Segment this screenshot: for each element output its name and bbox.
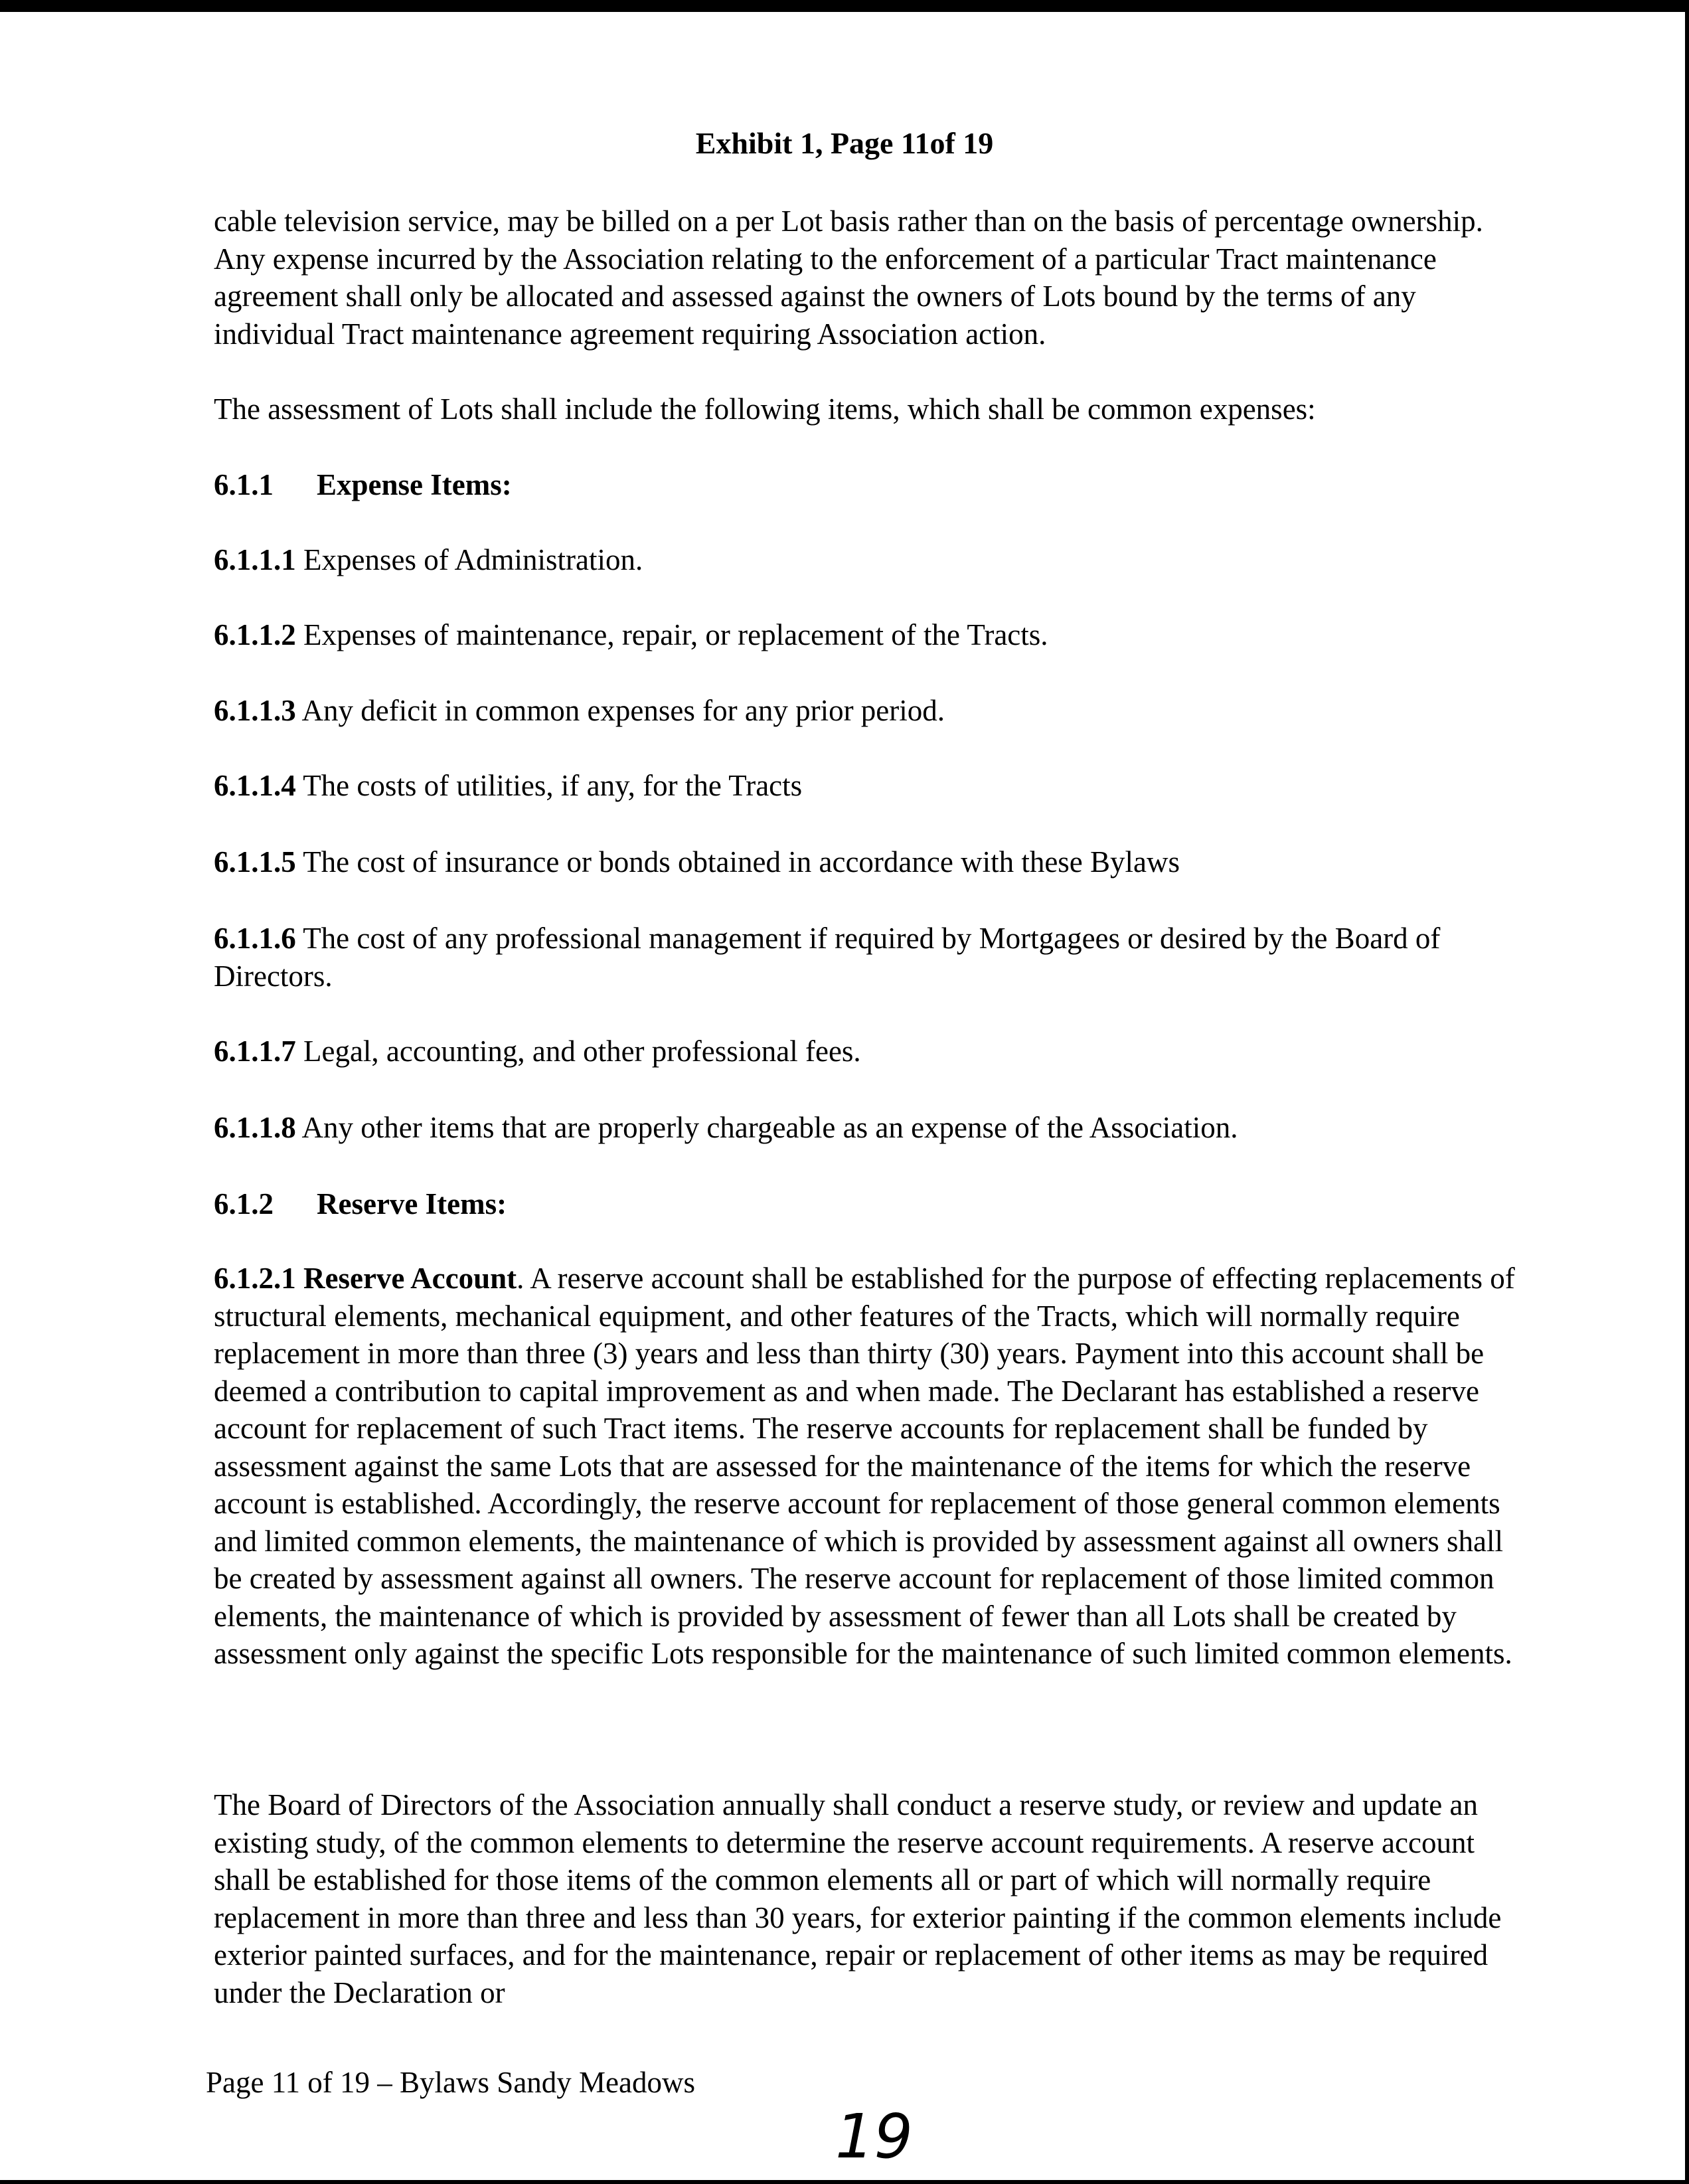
expense-item	[214, 541, 1515, 579]
expense-item	[214, 767, 1515, 805]
section-number: 6.1.2	[214, 1187, 274, 1220]
section-heading-6-1-2	[214, 1185, 507, 1222]
scan-right-border	[1685, 0, 1689, 2184]
item-text: Expenses of maintenance, repair, or replacement of the Tracts.	[303, 618, 1048, 651]
item-number: 6.1.1.5	[214, 845, 296, 879]
item-text: Any deficit in common expenses for any prior period.	[301, 694, 945, 727]
expense-item	[214, 692, 1515, 730]
reserve-account-number: 6.1.2.1	[214, 1262, 296, 1295]
expense-item	[214, 843, 1515, 881]
expense-item	[214, 1109, 1515, 1147]
item-number: 6.1.1.3	[214, 694, 296, 727]
item-text: Any other items that are properly chargeable as an expense of the Association.	[301, 1111, 1238, 1144]
item-text: Legal, accounting, and other professional fees.	[303, 1035, 861, 1068]
reserve-account-title: Reserve Account	[303, 1262, 517, 1295]
page-header: Exhibit 1, Page 11of 19	[695, 126, 994, 160]
item-text: The cost of any professional management if required by Mortgagees or desired by the Board of Directors.	[214, 922, 1441, 993]
item-number: 6.1.1.6	[214, 922, 296, 955]
section-title: Reserve Items:	[317, 1187, 507, 1220]
item-text: Expenses of Administration.	[303, 543, 643, 576]
item-number: 6.1.1.2	[214, 618, 296, 651]
expense-item	[214, 920, 1515, 995]
intro-paragraph: cable television service, may be billed on a per Lot basis rather than on the basis of percentage ownership. Any expense incurred by the Association relating to the enforcement of a particular Tract maintenance agreement shall only be allocated and assessed against the owners of Lots bound by the terms of any individual Tract maintenance agreement requiring Association action.	[214, 205, 1483, 351]
item-number: 6.1.1.8	[214, 1111, 296, 1144]
expense-item	[214, 1033, 1515, 1070]
reserve-account-paragraph: 6.1.2.1 Reserve Account. A reserve account shall be established for the purpose of effecting replacements of structural elements, mechanical equipment, and other features of the Tracts, which will normally require replacement in more than three (3) years and less than thirty (30) years. Payment into this account shall be deemed a contribution to capital improvement as and when made. The Declarant has established a reserve account for replacement of such Tract items. The reserve accounts for replacement shall be funded by assessment against the same Lots that are assessed for the maintenance of the items for which the reserve account is established. Accordingly, the reserve account for replacement of those general common elements and limited common elements, the maintenance of which is provided by assessment against all owners shall be created by assessment against all owners. The reserve account for replacement of those limited common elements, the maintenance of which is provided by assessment of fewer than all Lots shall be created by assessment only against the specific Lots responsible for the maintenance of such limited common elements.	[214, 1262, 1515, 1670]
section-heading-6-1-1	[214, 466, 512, 503]
section-number: 6.1.1	[214, 468, 274, 501]
board-paragraph: The Board of Directors of the Association annually shall conduct a reserve study, or review and update an existing study, of the common elements to determine the reserve account requirements. A reserve account shall be established for those items of the common elements all or part of which will normally require replacement in more than three and less than 30 years, for exterior painting if the common elements include exterior painted surfaces, and for the maintenance, repair or replacement of other items as may be required under the Declaration or	[214, 1788, 1502, 2009]
page-footer: Page 11 of 19 – Bylaws Sandy Meadows	[206, 2066, 696, 2099]
section-title: Expense Items:	[317, 468, 512, 501]
handwritten-page-mark: 19	[835, 2101, 914, 2172]
reserve-account-text: A reserve account shall be established for the purpose of effecting replacements of structural elements, mechanical equipment, and other features of the Tracts, which will normally require replacement in more than three (3) years and less than thirty (30) years. Payment into this account shall be deemed a contribution to capital improvement as and when made. The Declarant has established a reserve account for replacement of such Tract items. The reserve accounts for replacement shall be funded by assessment against the same Lots that are assessed for the maintenance of the items for which the reserve account is established. Accordingly, the reserve account for replacement of those general common elements and limited common elements, the maintenance of which is provided by assessment against all owners shall be created by assessment against all owners. The reserve account for replacement of those limited common elements, the maintenance of which is provided by assessment of fewer than all Lots shall be created by assessment only against the specific Lots responsible for the maintenance of such limited common elements.	[214, 1262, 1515, 1670]
item-number: 6.1.1.7	[214, 1035, 296, 1068]
assessment-intro: The assessment of Lots shall include the following items, which shall be common expenses:	[214, 392, 1316, 426]
expense-item	[214, 616, 1515, 654]
item-number: 6.1.1.1	[214, 543, 296, 576]
scan-bottom-border	[0, 2180, 1689, 2184]
item-text: The costs of utilities, if any, for the Tracts	[303, 769, 803, 802]
scan-top-border	[0, 0, 1689, 12]
item-number: 6.1.1.4	[214, 769, 296, 802]
item-text: The cost of insurance or bonds obtained in accordance with these Bylaws	[303, 845, 1180, 879]
